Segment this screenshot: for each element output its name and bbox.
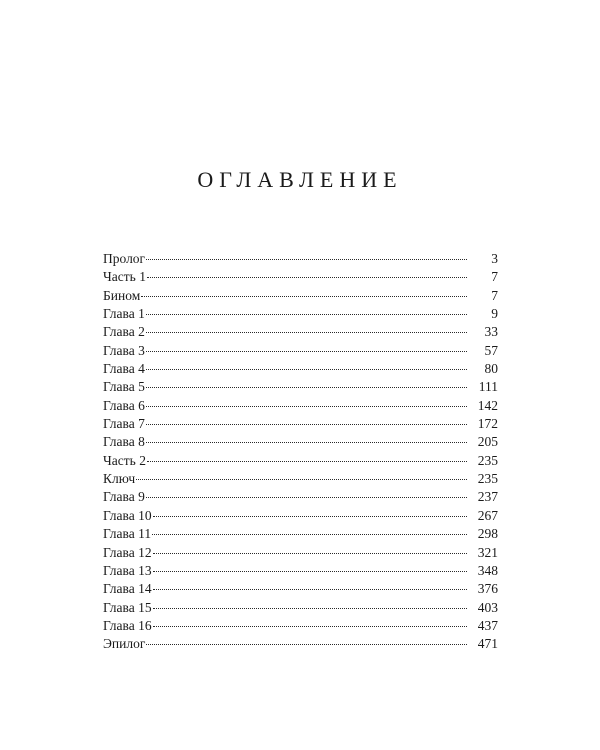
toc-entry (103, 635, 498, 653)
toc-entry-page: 437 (477, 617, 498, 633)
toc-entry (103, 250, 498, 268)
dot-leader (153, 552, 467, 554)
dot-leader (147, 276, 467, 278)
toc-entry (103, 342, 498, 360)
toc-entry (103, 562, 498, 580)
toc-entry (103, 397, 498, 415)
toc-entry (103, 415, 498, 433)
dot-leader (146, 441, 467, 443)
toc-entry-page: 7 (491, 287, 498, 303)
dot-leader (146, 313, 467, 315)
toc-entry (103, 378, 498, 396)
dot-leader (153, 515, 467, 517)
toc-entry-label: Эпилог (103, 636, 146, 652)
toc-entry-page: 235 (477, 471, 498, 487)
toc-entry (103, 488, 498, 506)
toc-entry-page: 403 (477, 599, 498, 615)
toc-entry-page: 237 (477, 489, 498, 505)
toc-entry-page: 80 (484, 361, 498, 377)
toc-entry (103, 470, 498, 488)
toc-entry-page: 111 (478, 379, 498, 395)
dot-leader (146, 386, 467, 388)
toc-entry-label: Глава 9 (103, 489, 145, 505)
toc-entry-label: Глава 10 (103, 507, 152, 523)
toc-entry-label: Глава 2 (103, 324, 145, 340)
toc-entry-label: Глава 11 (103, 526, 152, 542)
toc-entry-page: 205 (477, 434, 498, 450)
toc-entry-page: 172 (477, 416, 498, 432)
toc-list (103, 250, 498, 654)
toc-entry (103, 305, 498, 323)
toc-entry-page: 3 (491, 251, 498, 266)
toc-entry (103, 360, 498, 378)
dot-leader (153, 588, 467, 590)
dot-leader (153, 625, 467, 627)
toc-entry-label: Глава 8 (103, 434, 145, 450)
toc-entry (103, 323, 498, 341)
toc-entry-label: Глава 3 (103, 342, 145, 358)
toc-entry-page: 267 (477, 507, 498, 523)
toc-entry-label: Глава 6 (103, 397, 145, 413)
toc-entry-page: 321 (477, 544, 498, 560)
dot-leader (152, 533, 467, 535)
toc-entry-label: Глава 13 (103, 562, 152, 578)
toc-entry (103, 617, 498, 635)
toc-entry-page: 142 (477, 397, 498, 413)
toc-entry-label: Глава 5 (103, 379, 145, 395)
dot-leader (146, 496, 467, 498)
toc-entry (103, 268, 498, 286)
toc-entry-label: Бином (103, 287, 141, 303)
toc-entry-label: Ключ (103, 471, 136, 487)
toc-entry-label: Часть 2 (103, 452, 146, 468)
toc-entry (103, 599, 498, 617)
dot-leader (147, 460, 467, 462)
dot-leader (153, 570, 467, 572)
toc-entry-label: Глава 4 (103, 361, 145, 377)
toc-entry (103, 507, 498, 525)
toc-title: ОГЛАВЛЕНИЕ (197, 167, 403, 192)
dot-leader (146, 350, 467, 352)
toc-entry-page: 376 (477, 581, 498, 597)
toc-entry-page: 57 (484, 342, 498, 358)
dot-leader (136, 478, 467, 480)
toc-entry-page: 471 (477, 636, 498, 652)
dot-leader (146, 405, 467, 407)
toc-entry (103, 452, 498, 470)
toc-entry-page: 33 (484, 324, 498, 340)
toc-entry-page: 348 (477, 562, 498, 578)
dot-leader (146, 331, 467, 333)
toc-entry-label: Глава 14 (103, 581, 152, 597)
toc-entry-label: Глава 1 (103, 306, 145, 322)
toc-entry-page: 7 (491, 269, 498, 285)
toc-entry-label: Глава 12 (103, 544, 152, 560)
toc-entry-page: 9 (491, 306, 498, 322)
dot-leader (146, 643, 467, 645)
toc-entry-label: Глава 7 (103, 416, 145, 432)
toc-entry-page: 235 (477, 452, 498, 468)
dot-leader (141, 295, 467, 297)
dot-leader (146, 258, 467, 260)
toc-entry (103, 544, 498, 562)
toc-entry-page: 298 (477, 526, 498, 542)
dot-leader (153, 607, 467, 609)
toc-entry-label: Пролог (103, 251, 146, 266)
toc-entry (103, 433, 498, 451)
toc-entry (103, 525, 498, 543)
toc-entry (103, 287, 498, 305)
toc-entry-label: Часть 1 (103, 269, 146, 285)
toc-entry-label: Глава 15 (103, 599, 152, 615)
dot-leader (146, 368, 467, 370)
toc-entry (103, 580, 498, 598)
toc-entry-label: Глава 16 (103, 617, 152, 633)
dot-leader (146, 423, 467, 425)
